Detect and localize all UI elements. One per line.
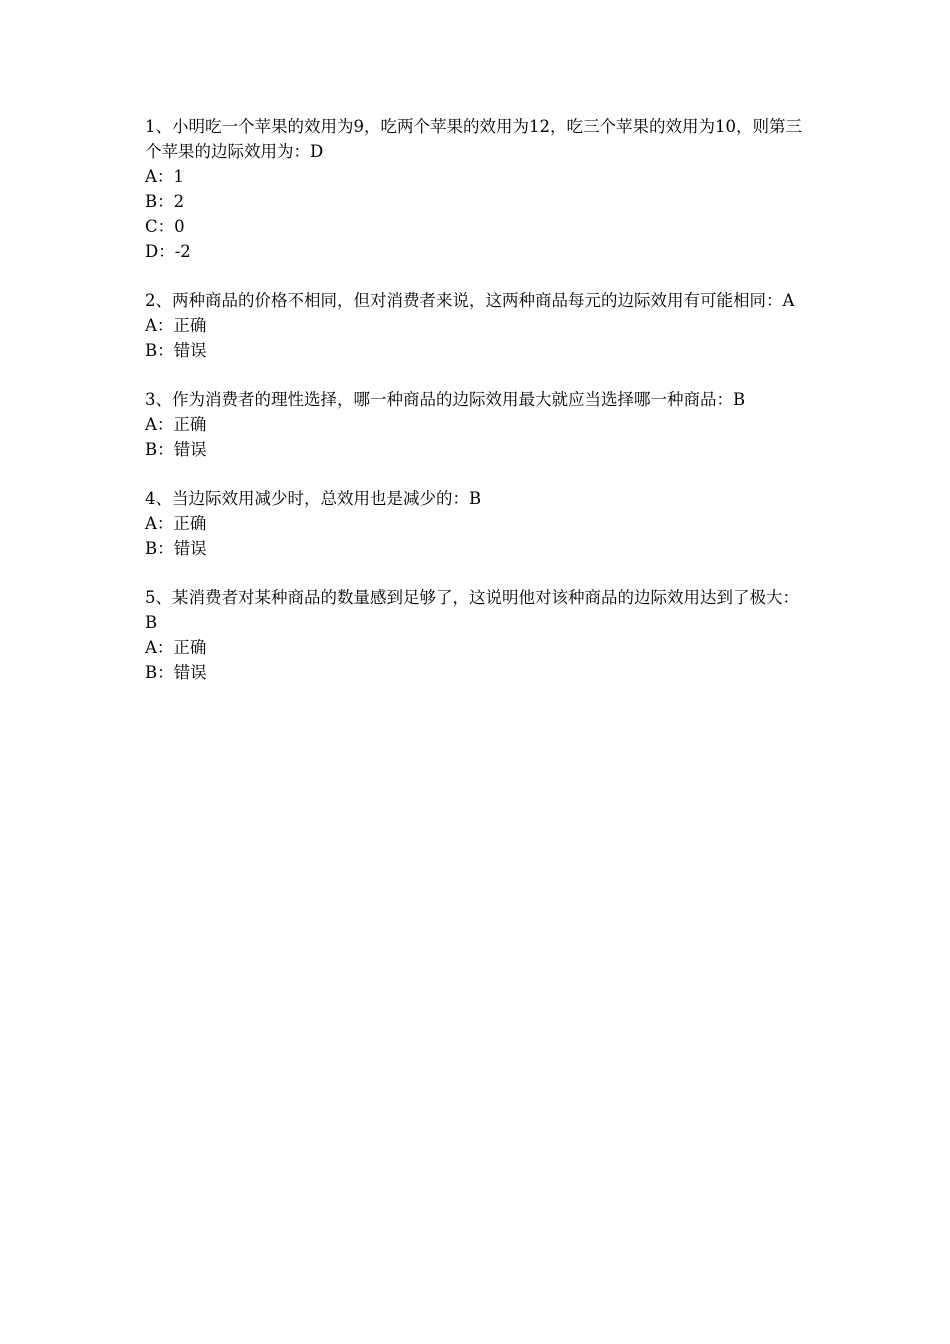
question-5-option-a: A：正确 [145, 638, 207, 657]
question-4 [145, 486, 810, 561]
question-list [145, 114, 810, 709]
question-2-option-a: A：正确 [145, 316, 207, 335]
question-1-stem: 1、小明吃一个苹果的效用为9，吃两个苹果的效用为12，吃三个苹果的效用为10，则第三个苹果的边际效用为：D [145, 117, 802, 161]
question-1-option-b: B：2 [145, 192, 185, 211]
question-3 [145, 387, 810, 462]
question-2-stem: 2、两种商品的价格不相同，但对消费者来说，这两种商品每元的边际效用有可能相同：A [145, 291, 795, 310]
question-5-stem: 5、某消费者对某种商品的数量感到足够了，这说明他对该种商品的边际效用达到了极大：B [145, 588, 799, 632]
question-4-stem: 4、当边际效用减少时，总效用也是减少的：B [145, 489, 482, 508]
question-1 [145, 114, 810, 264]
question-3-option-a: A：正确 [145, 415, 207, 434]
question-5 [145, 585, 810, 685]
question-4-option-b: B：错误 [145, 539, 207, 558]
question-4-option-a: A：正确 [145, 514, 207, 533]
question-1-option-a: A：1 [145, 167, 184, 186]
question-1-option-d: D：-2 [145, 242, 191, 261]
question-3-stem: 3、作为消费者的理性选择，哪一种商品的边际效用最大就应当选择哪一种商品：B [145, 390, 746, 409]
question-3-option-b: B：错误 [145, 440, 207, 459]
question-5-option-b: B：错误 [145, 663, 207, 682]
question-2 [145, 288, 810, 363]
question-1-option-c: C：0 [145, 217, 185, 236]
question-2-option-b: B：错误 [145, 341, 207, 360]
